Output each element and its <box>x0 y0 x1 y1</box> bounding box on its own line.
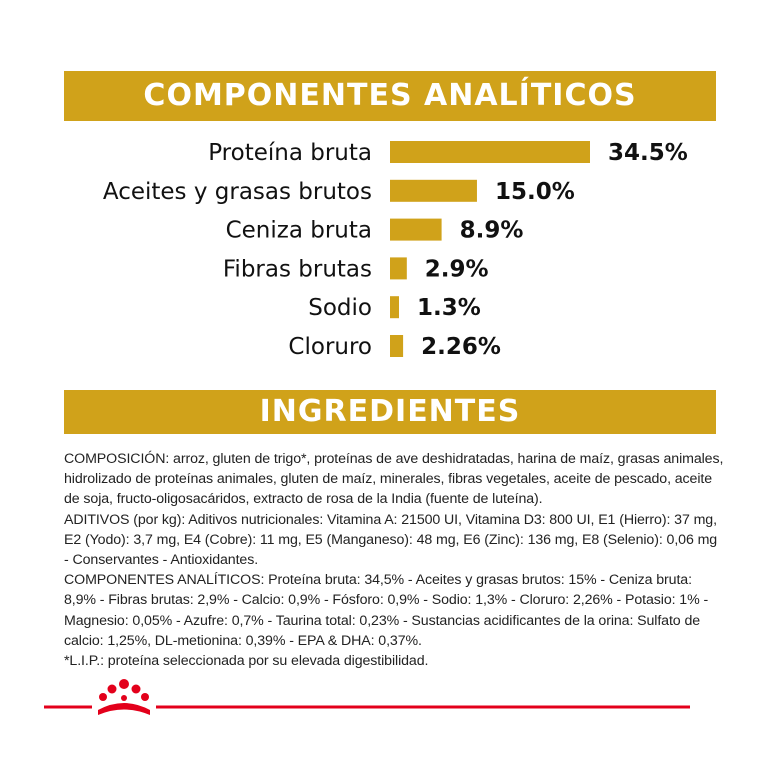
value-label: 8.9% <box>459 217 524 244</box>
bar <box>390 141 590 163</box>
bar <box>390 335 403 357</box>
value-label: 15.0% <box>494 178 575 205</box>
analytical-paragraph: COMPONENTES ANALÍTICOS: Proteína bruta: 34,5% - Aceites y grasas brutos: 15% - Ceniza bruta: 8,9% - Fibras brutas: 2,9% - Calcio: 0,9% - Fósforo: 0,9% - Sodio: 1,3% - Cloruro: 2,26% - Potasio: 1% - Magnesio: 0,05% - Azufre: 0,7% - Taurina total: 0,23% - Sustancias acidificantes de la orina: Sulfato de calcio: 1,25%, DL-metionina: 0,39% - EPA & DHA: 0,37%. <box>64 572 709 649</box>
bar <box>390 219 442 241</box>
lip-footnote: *L.I.P.: proteína seleccionada por su elevada digestibilidad. <box>64 653 429 670</box>
category-label: Aceites y grasas brutos <box>102 178 372 205</box>
bar <box>390 180 477 202</box>
category-label: Sodio <box>308 295 372 322</box>
brand-footer <box>0 672 780 722</box>
value-label: 2.26% <box>421 334 501 360</box>
category-label: Proteína bruta <box>208 140 372 166</box>
bar <box>390 257 407 279</box>
value-label: 34.5% <box>608 140 688 166</box>
additives-paragraph: ADITIVOS (por kg): Aditivos nutricionales: Vitamina A: 21500 UI, Vitamina D3: 800 UI, E1 (Hierro): 37 mg, E2 (Yodo): 3,7 mg, E4 (Cobre): 11 mg, E5 (Manganeso): 48 mg, E6 (Zinc): 136 mg, E8 (Selenio): 0,06 mg - Conservantes - Antioxidantes. <box>64 511 718 569</box>
ingredients-text <box>64 449 724 671</box>
value-label: 1.3% <box>417 295 481 322</box>
category-label: Cloruro <box>288 334 372 360</box>
analytics-bar-chart <box>0 130 780 370</box>
category-label: Fibras brutas <box>222 256 372 283</box>
analytics-banner: COMPONENTES ANALÍTICOS <box>64 71 716 121</box>
royal-canin-crown-icon <box>98 679 150 715</box>
ingredients-banner: INGREDIENTES <box>64 390 716 434</box>
bar <box>390 296 399 318</box>
value-label: 2.9% <box>424 256 489 283</box>
composition-paragraph: COMPOSICIÓN: arroz, gluten de trigo*, proteínas de ave deshidratadas, harina de maíz, grasas animales, hidrolizado de proteínas animales, gluten de maíz, minerales, fibras vegetales, aceite de pescado, aceite de soja, fructo-oligosacáridos, extracto de rosa de la India (fuente de luteína). <box>64 451 724 508</box>
category-label: Ceniza bruta <box>225 217 372 244</box>
